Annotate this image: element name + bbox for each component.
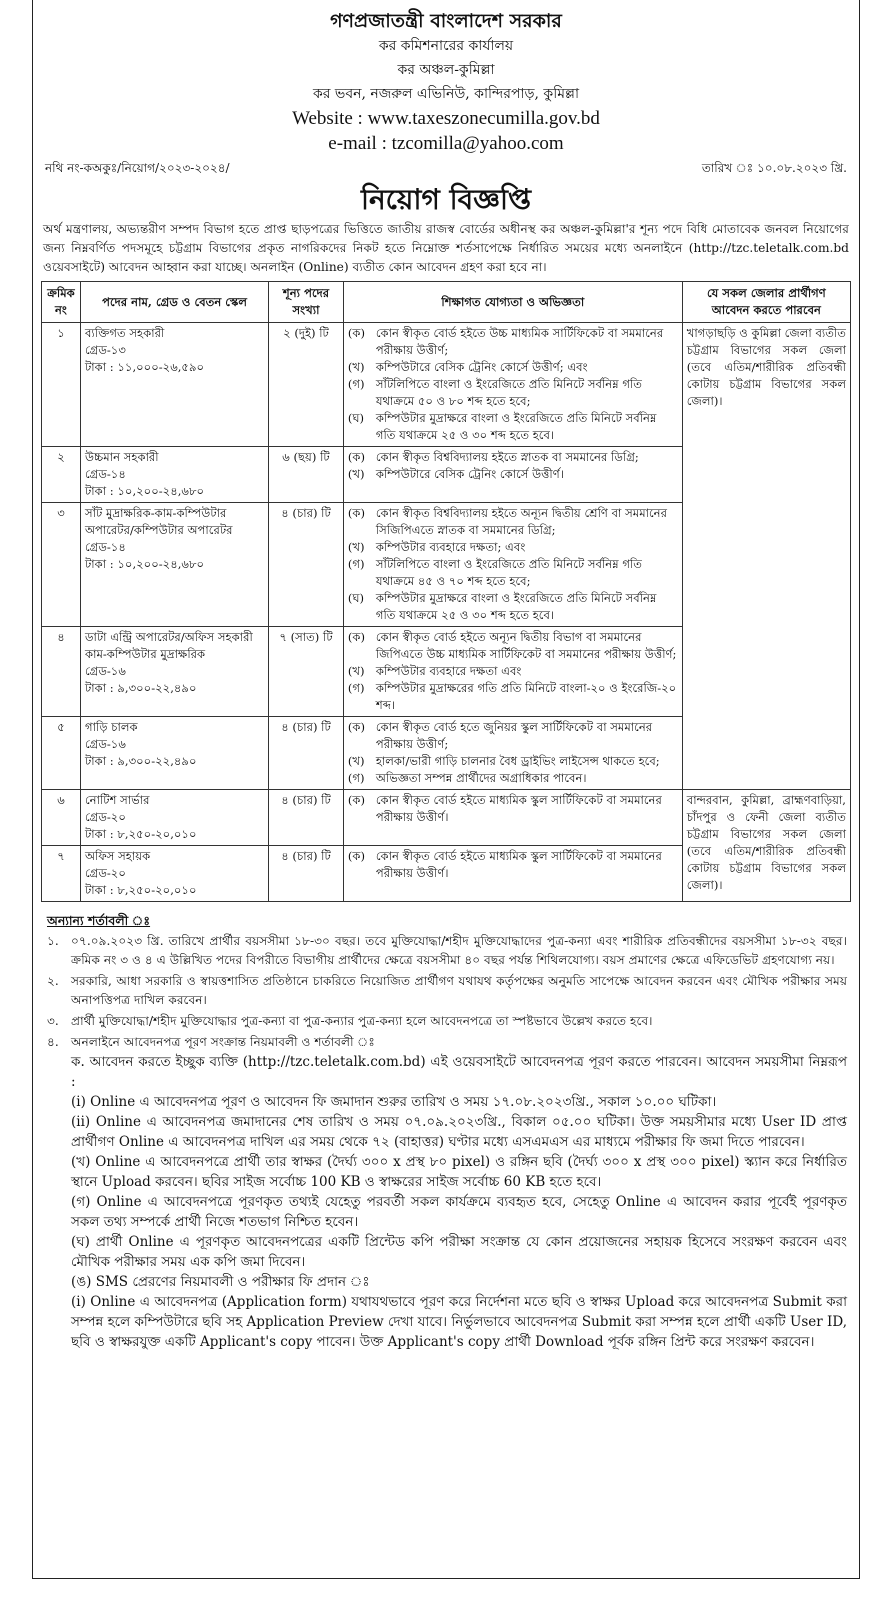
qualification-item: (ক) কোন স্বীকৃত বোর্ড হইতে উচ্চ মাধ্যমিক সার্টিফিকেট বা সমমানের পরীক্ষায় উত্তীর্ণ; — [347, 326, 664, 357]
row-districts-a: খাগড়াছড়ি ও কুমিল্লা জেলা ব্যতীত চট্টগ্রাম বিভাগের সকল জেলা (তবে এতিম/শারীরিক প্রতিবন্ধী কোটায় চট্টগ্রাম বিভাগের সকল জেলা)। — [682, 323, 850, 790]
condition-item: ২. সরকারি, আধা সরকারি ও স্বায়ত্তশাসিত প্রতিষ্ঠানে চাকরিতে নিয়োজিত প্রার্থীগণ যথাযথ কর্তৃপক্ষের অনুমতি সাপেক্ষে আবেদন করবেন এবং মৌখিক পরীক্ষার সময় অনাপত্তিপত্র দাখিল করবেন। — [47, 974, 847, 1007]
notice-page — [32, 0, 860, 1579]
post-scale: টাকা : ১০,২০০-২৪,৬৮০ — [84, 557, 205, 571]
post-grade: গ্রেড-১৪ — [84, 467, 126, 481]
post-name: গাড়ি চালক — [84, 720, 138, 734]
row-qualification — [343, 447, 682, 503]
notice-title: নিয়োগ বিজ্ঞপ্তি — [360, 183, 532, 216]
row-serial: ৫ — [42, 717, 81, 790]
post-grade: গ্রেড-১৬ — [84, 737, 126, 751]
qualification-item: (গ) কম্পিউটার মুদ্রাক্ষরের গতি প্রতি মিনিটে বাংলা-২০ ও ইংরেজি-২০ শব্দ। — [347, 681, 677, 712]
qualification-item: (ক) কোন স্বীকৃত বিশ্ববিদ্যালয় হইতে স্নাতক বা সমমানের ডিগ্রি; — [347, 450, 639, 464]
condition-item: ৩. প্রার্থী মুক্তিযোদ্ধা/শহীদ মুক্তিযোদ্ধার পুত্র-কন্যা বা পুত্র-কন্যার পুত্র-কন্যা হলে আবেদনপত্রে তা স্পষ্টভাবে উল্লেখ করতে হবে। — [47, 1014, 653, 1028]
conditions-heading: অন্যান্য শর্তাবলী ঃ — [47, 913, 151, 928]
email-link[interactable]: e-mail : tzcomilla@yahoo.com — [328, 133, 564, 154]
vacancy-table — [41, 281, 851, 902]
header-serial: ক্রমিক নং — [42, 282, 81, 323]
row-vacancy: ৪ (চার) টি — [269, 846, 344, 902]
row-post — [80, 846, 268, 902]
post-grade: গ্রেড-১৩ — [84, 343, 126, 357]
row-serial: ৭ — [42, 846, 81, 902]
row-vacancy: ৪ (চার) টি — [269, 717, 344, 790]
table-row — [42, 323, 851, 447]
row-vacancy: ৬ (ছয়) টি — [269, 447, 344, 503]
reference-number: নথি নং-কঅকুঃ/নিয়োগ/২০২৩-২০২৪/ — [45, 161, 230, 175]
qualification-item: (খ) কম্পিউটারে বেসিক ট্রেনিং কোর্সে উত্তীর্ণ; এবং — [347, 360, 588, 374]
government-title: গণপ্রজাতন্ত্রী বাংলাদেশ সরকার — [330, 10, 562, 32]
instruction-line: (ঙ) SMS প্রেরণের নিয়মাবলী ও পরীক্ষার ফি প্রদান ঃ — [71, 1274, 370, 1290]
row-qualification — [343, 323, 682, 447]
letterhead — [33, 8, 859, 156]
row-vacancy: ৪ (চার) টি — [269, 503, 344, 627]
qualification-item: (গ) অভিজ্ঞতা সম্পন্ন প্রার্থীদের অগ্রাধিকার পাবেন। — [347, 771, 587, 785]
row-post — [80, 717, 268, 790]
instruction-line: (i) Online এ আবেদনপত্র পূরণ ও আবেদন ফি জমাদান শুরুর তারিখ ও সময় ১৭.০৮.২০২৩খ্রি., সকাল ১০.০০ ঘটিকা। — [71, 1094, 717, 1110]
office-address: কর ভবন, নজরুল এভিনিউ, কান্দিরপাড়, কুমিল্লা — [312, 86, 580, 102]
reference-row — [33, 158, 859, 178]
row-post — [80, 447, 268, 503]
qualification-item: (খ) কম্পিউটার ব্যবহারে দক্ষতা এবং — [347, 664, 522, 678]
post-scale: টাকা : ১১,০০০-২৬,৫৯০ — [84, 360, 205, 374]
header-qualification: শিক্ষাগত যোগ্যতা ও অভিজ্ঞতা — [343, 282, 682, 323]
post-scale: টাকা : ৯,৩০০-২২,৪৯০ — [84, 681, 197, 695]
qualification-item: (ঘ) কম্পিউটার মুদ্রাক্ষরে বাংলা ও ইংরেজিতে প্রতি মিনিটে সর্বনিম্ন গতি যথাক্রমে ২৫ ও ৩০ শব্দ হতে হবে। — [347, 591, 657, 622]
header-vacancy: শূন্য পদের সংখ্যা — [269, 282, 344, 323]
row-serial: ২ — [42, 447, 81, 503]
qualification-item: (খ) হালকা/ভারী গাড়ি চালনার বৈধ ড্রাইভিং লাইসেন্স থাকতে হবে; — [347, 754, 660, 768]
qualification-item: (ক) কোন স্বীকৃত বোর্ড হইতে মাধ্যমিক স্কুল সার্টিফিকেট বা সমমানের পরীক্ষায় উত্তীর্ণ। — [347, 793, 662, 824]
row-vacancy: ২ (দুই) টি — [269, 323, 344, 447]
post-grade: গ্রেড-১৪ — [84, 540, 126, 554]
qualification-item: (গ) সাঁটলিপিতে বাংলা ও ইংরেজিতে প্রতি মিনিটে সর্বনিম্ন গতি যথাক্রমে ৫০ ও ৮০ শব্দ হতে হবে; — [347, 377, 642, 408]
row-vacancy: ৪ (চার) টি — [269, 790, 344, 846]
qualification-item: (ক) কোন স্বীকৃত বোর্ড হতে জুনিয়র স্কুল সার্টিফিকেট বা সমমানের পরীক্ষায় উত্তীর্ণ; — [347, 720, 653, 751]
instruction-line: (i) Online এ আবেদনপত্র (Application form) যথাযথভাবে পূরণ করে নির্দেশনা মতে ছবি ও স্বাক্ষর Upload করে আবেদনপত্র Submit করা সম্পন্ন হলে কম্পিউটারে ছবি সহ Application Preview দেখা যাবে। নির্ভুলভাবে আবেদনপত্র Submit করা সম্পন্ন হলে প্রার্থী একটি User ID, ছবি ও স্বাক্ষরযুক্ত একটি Applicant's copy পাবেন। উক্ত Applicant's copy প্রার্থী Download পূর্বক রঙ্গিন প্রিন্ট করে সংরক্ষণ করবেন। — [71, 1294, 847, 1350]
notice-date: তারিখ ঃ ১০.০৮.২০২৩ খ্রি. — [701, 161, 847, 175]
condition-item: ১. ০৭.০৯.২০২৩ খ্রি. তারিখে প্রার্থীর বয়সসীমা ১৮-৩০ বছর। তবে মুক্তিযোদ্ধা/শহীদ মুক্তিযোদ্ধাদের পুত্র-কন্যা এবং শারীরিক প্রতিবন্ধীদের বয়সসীমা ১৮-৩২ বছর। ক্রমিক নং ৩ ও ৪ এ উল্লিখিত পদের বিপরীতে বিভাগীয় প্রার্থীদের ক্ষেত্রে বয়সসীমা ৪০ বছর পর্যন্ত শিথিলযোগ্য। বয়স প্রমাণের ক্ষেত্রে এফিডেভিট গ্রহণযোগ্য নয়। — [47, 934, 847, 967]
post-name: সাঁট মুদ্রাক্ষরিক-কাম-কম্পিউটার অপারেটর/কম্পিউটার অপারেটর — [84, 506, 233, 537]
condition-item: ৪. অনলাইনে আবেদনপত্র পূরণ সংক্রান্ত নিয়মাবলী ও শর্তাবলী ঃ — [47, 1035, 375, 1049]
instruction-line: ক. আবেদন করতে ইচ্ছুক ব্যক্তি (http://tzc.teletalk.com.bd) এই ওয়েবসাইটে আবেদনপত্র পূরণ করতে পারবেন। আবেদন সময়সীমা নিম্নরূপ : — [71, 1054, 847, 1090]
row-post — [80, 790, 268, 846]
post-scale: টাকা : ৮,২৫০-২০,০১০ — [84, 827, 197, 841]
conditions-list — [33, 932, 859, 1052]
post-name: নোটিশ সার্ভার — [84, 793, 150, 807]
row-serial: ৩ — [42, 503, 81, 627]
instruction-line: (খ) Online এ আবেদনপত্রে প্রার্থী তার স্বাক্ষর (দৈর্ঘ্য ৩০০ x প্রস্থ ৮০ pixel) ও রঙ্গিন ছবি (দৈর্ঘ্য ৩০০ x প্রস্থ ৩০০ pixel) স্ক্যান করে নির্ধারিত স্থানে Upload করবেন। ছবির সাইজ সর্বোচ্চ 100 KB ও স্বাক্ষরের সাইজ সর্বোচ্চ 60 KB হতে হবে। — [71, 1154, 847, 1190]
zone-name: কর অঞ্চল-কুমিল্লা — [397, 62, 495, 78]
table-header-row — [42, 282, 851, 323]
post-scale: টাকা : ৮,২৫০-২০,০১০ — [84, 883, 197, 897]
row-qualification — [343, 790, 682, 846]
instruction-line: (গ) Online এ আবেদনপত্রে পূরণকৃত তথ্যই যেহেতু পরবর্তী সকল কার্যক্রমে ব্যবহৃত হবে, সেহেতু Online এ আবেদন করার পূর্বেই পূরণকৃত সকল তথ্য সম্পর্কে প্রার্থী নিজে শতভাগ নিশ্চিত হবেন। — [71, 1194, 847, 1230]
qualification-item: (খ) কম্পিউটার ব্যবহারে দক্ষতা; এবং — [347, 540, 526, 554]
table-row — [42, 790, 851, 846]
row-serial: ১ — [42, 323, 81, 447]
header-post: পদের নাম, গ্রেড ও বেতন স্কেল — [80, 282, 268, 323]
office-name: কর কমিশনারের কার্যালয় — [378, 38, 514, 54]
post-scale: টাকা : ১০,২০০-২৪,৬৮০ — [84, 484, 205, 498]
qualification-item: (ক) কোন স্বীকৃত বোর্ড হইতে অন্যূন দ্বিতীয় বিভাগ বা সমমানের জিপিএতে উচ্চ মাধ্যমিক সার্টিফিকেট বা সমমানের পরীক্ষায় উত্তীর্ণ; — [347, 630, 677, 661]
post-name: উচ্চমান সহকারী — [84, 450, 159, 464]
instruction-line: (ঘ) প্রার্থী Online এ পূরণকৃত আবেদনপত্রের একটি প্রিন্টেড কপি পরীক্ষা সংক্রান্ত যে কোন প্রয়োজনের সহায়ক হিসেবে সংরক্ষণ করবেন এবং মৌখিক পরীক্ষার সময় এক কপি জমা দিবেন। — [71, 1234, 847, 1270]
qualification-item: (খ) কম্পিউটারে বেসিক ট্রেনিং কোর্সে উত্তীর্ণ। — [347, 467, 564, 481]
header-districts: যে সকল জেলার প্রার্থীগণ আবেদন করতে পারবেন — [682, 282, 850, 323]
website-link[interactable]: Website : www.taxeszonecumilla.gov.bd — [292, 108, 600, 129]
online-instructions — [33, 1052, 859, 1352]
row-post — [80, 323, 268, 447]
row-qualification — [343, 503, 682, 627]
row-vacancy: ৭ (সাত) টি — [269, 627, 344, 717]
post-grade: গ্রেড-১৬ — [84, 664, 126, 678]
row-qualification — [343, 846, 682, 902]
post-scale: টাকা : ৯,৩০০-২২,৪৯০ — [84, 754, 197, 768]
post-grade: গ্রেড-২০ — [84, 866, 126, 880]
post-name: ডাটা এন্ট্রি অপারেটর/অফিস সহকারী কাম-কম্পিউটার মুদ্রাক্ষরিক — [84, 630, 253, 661]
row-qualification — [343, 717, 682, 790]
row-serial: ৬ — [42, 790, 81, 846]
instruction-line: (ii) Online এ আবেদনপত্র জমাদানের শেষ তারিখ ও সময় ০৭.০৯.২০২৩খ্রি., বিকাল ০৫.০০ ঘটিকা। উক্ত সময়সীমার মধ্যে User ID প্রাপ্ত প্রার্থীগণ Online এ আবেদনপত্র দাখিল এর সময় থেকে ৭২ (বাহাত্তর) ঘণ্টার মধ্যে এসএমএস এর মাধ্যমে পরীক্ষার ফি জমা দিতে পারবেন। — [71, 1114, 847, 1150]
post-name: অফিস সহায়ক — [84, 849, 151, 863]
row-serial: ৪ — [42, 627, 81, 717]
intro-paragraph: অর্থ মন্ত্রণালয়, অভ্যন্তরীণ সম্পদ বিভাগ হতে প্রাপ্ত ছাড়পত্রের ভিত্তিতে জাতীয় রাজস্ব বোর্ডের অধীনস্থ কর অঞ্চল-কুমিল্লা'র শূন্য পদে বিধি মোতাবেক জনবল নিয়োগের জন্য নিম্নবর্ণিত পদসমূহে চট্টগ্রাম বিভাগের প্রকৃত নাগরিকদের নিকট হতে নিম্নোক্ত শর্তসাপেক্ষে নির্ধারিত সময়ের মধ্যে অনলাইনে (http://tzc.teletalk.com.bd ওয়েবসাইটে) আবেদন আহ্বান করা যাচ্ছে। অনলাইন (Online) ব্যতীত কোন আবেদন গ্রহণ করা হবে না। — [43, 222, 849, 274]
row-districts-b: বান্দরবান, কুমিল্লা, ব্রাহ্মণবাড়িয়া, চাঁদপুর ও ফেনী জেলা ব্যতীত চট্টগ্রাম বিভাগের সকল জেলা (তবে এতিম/শারীরিক প্রতিবন্ধী কোটায় চট্টগ্রাম বিভাগের সকল জেলা)। — [682, 790, 850, 902]
qualification-item: (গ) সাঁটলিপিতে বাংলা ও ইংরেজিতে প্রতি মিনিটে সর্বনিম্ন গতি যথাক্রমে ৪৫ ও ৭০ শব্দ হতে হবে; — [347, 557, 642, 588]
row-post — [80, 503, 268, 627]
qualification-item: (ঘ) কম্পিউটার মুদ্রাক্ষরে বাংলা ও ইংরেজিতে প্রতি মিনিটে সর্বনিম্ন গতি যথাক্রমে ২৫ ও ৩০ শব্দ হতে হবে। — [347, 411, 657, 442]
row-qualification — [343, 627, 682, 717]
post-grade: গ্রেড-২০ — [84, 810, 126, 824]
post-name: ব্যক্তিগত সহকারী — [84, 326, 165, 340]
row-post — [80, 627, 268, 717]
qualification-item: (ক) কোন স্বীকৃত বিশ্ববিদ্যালয় হইতে অন্যূন দ্বিতীয় শ্রেণি বা সমমানের সিজিপিএতে স্নাতক বা সমমানের ডিগ্রি; — [347, 506, 667, 537]
qualification-item: (ক) কোন স্বীকৃত বোর্ড হইতে মাধ্যমিক স্কুল সার্টিফিকেট বা সমমানের পরীক্ষায় উত্তীর্ণ। — [347, 849, 662, 880]
